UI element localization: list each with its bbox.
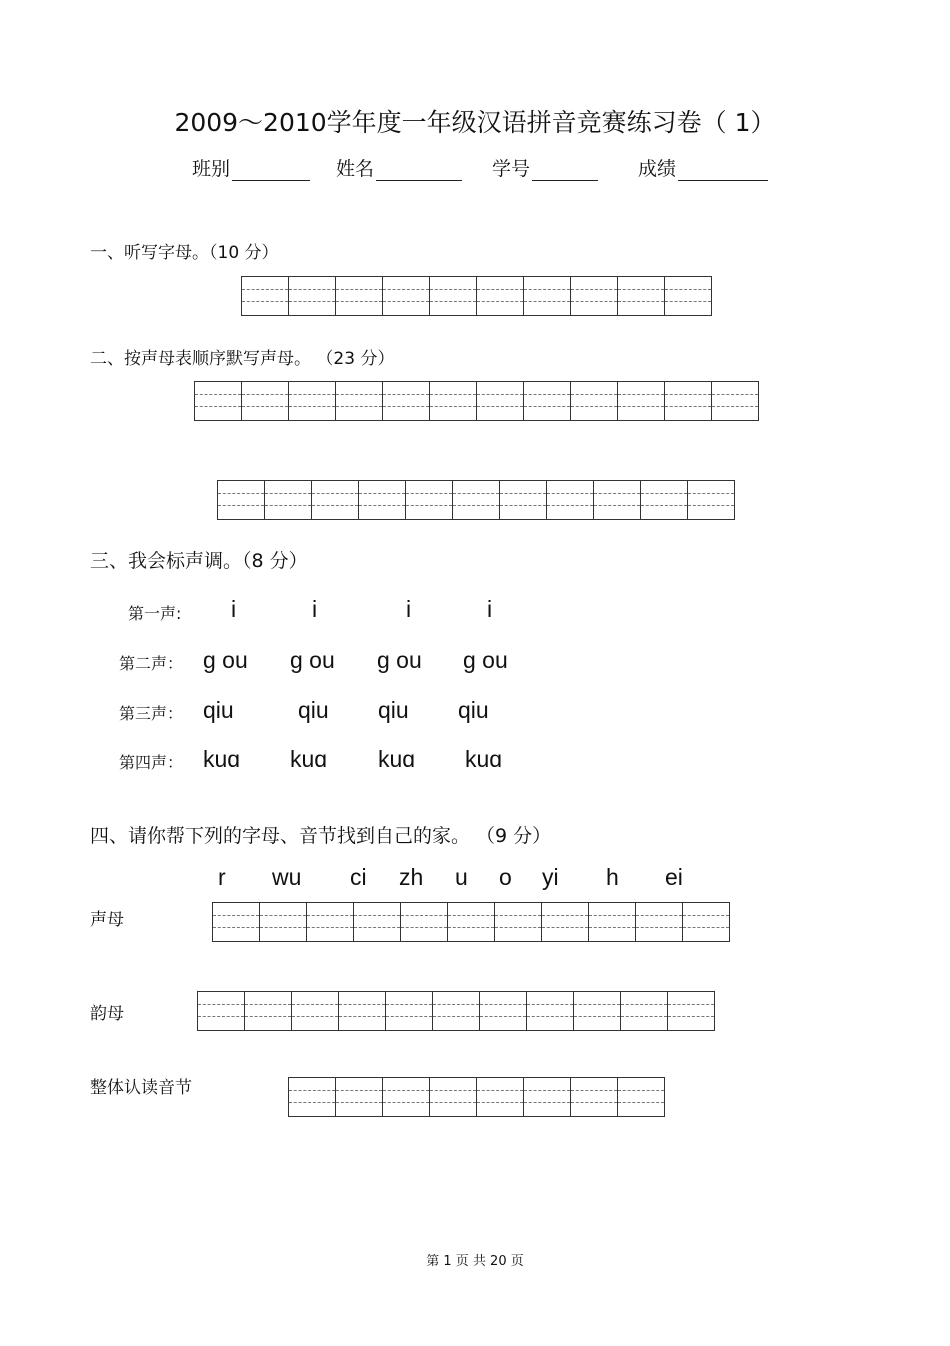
class-blank bbox=[232, 160, 310, 181]
grid-cell bbox=[307, 902, 354, 942]
grid-cell bbox=[401, 902, 448, 942]
name-blank bbox=[376, 160, 462, 181]
grid-cell bbox=[480, 991, 527, 1031]
grid-cell bbox=[289, 381, 336, 421]
grid-cell bbox=[665, 381, 712, 421]
syllable-item: h bbox=[606, 864, 619, 890]
grid-cell bbox=[289, 276, 336, 316]
score-blank bbox=[678, 160, 768, 181]
grid-cell bbox=[594, 480, 641, 520]
page-footer: 第 1 页 共 20 页 bbox=[426, 1254, 524, 1269]
grid-cell bbox=[636, 902, 683, 942]
grid-cell bbox=[336, 276, 383, 316]
grid-cell bbox=[430, 276, 477, 316]
yunmu-label: 韵母 bbox=[90, 1004, 124, 1024]
name-label: 姓名 bbox=[336, 158, 375, 180]
grid-cell bbox=[218, 480, 265, 520]
grid-cell bbox=[430, 1077, 477, 1117]
grid-cell bbox=[668, 991, 715, 1031]
grid-cell bbox=[477, 381, 524, 421]
tone-4-item: kuɑ bbox=[290, 746, 328, 772]
syllable-item: zh bbox=[399, 864, 424, 890]
grid-cell bbox=[665, 276, 712, 316]
grid-cell bbox=[213, 902, 260, 942]
grid-cell bbox=[289, 1077, 336, 1117]
syllable-item: u bbox=[455, 864, 468, 890]
tone-2-item: ɡ ou bbox=[290, 647, 335, 673]
grid-cell bbox=[242, 276, 289, 316]
section-1-heading: 一、听写字母。（10 分） bbox=[90, 243, 279, 263]
grid-cell bbox=[571, 1077, 618, 1117]
class-label: 班别 bbox=[192, 158, 231, 180]
section-3-heading: 三、我会标声调。（8 分） bbox=[90, 550, 308, 572]
grid-cell bbox=[618, 1077, 665, 1117]
grid-cell bbox=[260, 902, 307, 942]
grid-cell bbox=[571, 276, 618, 316]
grid-cell bbox=[574, 991, 621, 1031]
grid-cell bbox=[524, 381, 571, 421]
grid-cell bbox=[589, 902, 636, 942]
grid-cell bbox=[354, 902, 401, 942]
grid-cell bbox=[542, 902, 589, 942]
grid-cell bbox=[688, 480, 735, 520]
syllable-item: r bbox=[218, 864, 226, 890]
grid-cell bbox=[477, 276, 524, 316]
grid-cell bbox=[527, 991, 574, 1031]
writing-grid-shengmu bbox=[212, 902, 730, 942]
grid-cell bbox=[453, 480, 500, 520]
grid-cell bbox=[621, 991, 668, 1031]
score-field bbox=[638, 154, 768, 181]
grid-cell bbox=[339, 991, 386, 1031]
grid-cell bbox=[641, 480, 688, 520]
tone-1-label: 第一声: bbox=[128, 604, 182, 623]
grid-cell bbox=[712, 381, 759, 421]
shengmu-label: 声母 bbox=[90, 910, 124, 930]
grid-cell bbox=[359, 480, 406, 520]
grid-cell bbox=[245, 991, 292, 1031]
grid-cell bbox=[618, 381, 665, 421]
tone-3-item: qiu bbox=[203, 697, 234, 723]
syllable-item: ei bbox=[665, 864, 683, 890]
id-blank bbox=[532, 160, 598, 181]
writing-grid-2a bbox=[194, 381, 759, 421]
score-label: 成绩 bbox=[638, 158, 677, 180]
syllable-item: o bbox=[499, 864, 512, 890]
tone-2-item: ɡ ou bbox=[463, 647, 508, 673]
writing-grid-zhengti bbox=[288, 1077, 665, 1117]
id-label: 学号 bbox=[492, 158, 531, 180]
grid-cell bbox=[383, 1077, 430, 1117]
tone-1-item: i bbox=[312, 596, 318, 622]
syllable-item: yi bbox=[542, 864, 559, 890]
id-field bbox=[492, 154, 598, 181]
grid-cell bbox=[500, 480, 547, 520]
tone-2-item: ɡ ou bbox=[377, 647, 422, 673]
page-title: 2009～2010学年度一年级汉语拼音竞赛练习卷（ 1） bbox=[174, 108, 776, 137]
tone-3-item: qiu bbox=[378, 697, 409, 723]
grid-cell bbox=[386, 991, 433, 1031]
grid-cell bbox=[406, 480, 453, 520]
grid-cell bbox=[292, 991, 339, 1031]
syllable-item: ci bbox=[350, 864, 367, 890]
section-4-heading: 四、请你帮下列的字母、音节找到自己的家。 （9 分） bbox=[90, 825, 552, 847]
grid-cell bbox=[242, 381, 289, 421]
tone-1-item: i bbox=[487, 596, 493, 622]
class-field bbox=[192, 154, 310, 181]
grid-cell bbox=[495, 902, 542, 942]
grid-cell bbox=[430, 381, 477, 421]
tone-1-item: i bbox=[406, 596, 412, 622]
grid-cell bbox=[571, 381, 618, 421]
grid-cell bbox=[312, 480, 359, 520]
grid-cell bbox=[547, 480, 594, 520]
writing-grid-1 bbox=[241, 276, 712, 316]
tone-1-item: i bbox=[231, 596, 237, 622]
grid-cell bbox=[336, 381, 383, 421]
name-field bbox=[336, 154, 462, 181]
grid-cell bbox=[383, 381, 430, 421]
grid-cell bbox=[195, 381, 242, 421]
grid-cell bbox=[524, 276, 571, 316]
tone-4-item: kuɑ bbox=[378, 746, 416, 772]
tone-3-label: 第三声： bbox=[119, 704, 184, 723]
grid-cell bbox=[198, 991, 245, 1031]
section-2-heading: 二、按声母表顺序默写声母。 （23 分） bbox=[90, 349, 395, 369]
tone-2-item: ɡ ou bbox=[203, 647, 248, 673]
grid-cell bbox=[618, 276, 665, 316]
syllable-item: wu bbox=[272, 864, 302, 890]
tone-4-label: 第四声： bbox=[119, 753, 184, 772]
grid-cell bbox=[683, 902, 730, 942]
zhengti-label: 整体认读音节 bbox=[90, 1078, 192, 1098]
tone-4-item: kuɑ bbox=[465, 746, 503, 772]
grid-cell bbox=[336, 1077, 383, 1117]
grid-cell bbox=[265, 480, 312, 520]
tone-2-label: 第二声： bbox=[119, 654, 184, 673]
tone-3-item: qiu bbox=[458, 697, 489, 723]
grid-cell bbox=[433, 991, 480, 1031]
grid-cell bbox=[448, 902, 495, 942]
grid-cell bbox=[383, 276, 430, 316]
tone-3-item: qiu bbox=[298, 697, 329, 723]
grid-cell bbox=[524, 1077, 571, 1117]
grid-cell bbox=[477, 1077, 524, 1117]
writing-grid-2b bbox=[217, 480, 735, 520]
tone-4-item: kuɑ bbox=[203, 746, 241, 772]
writing-grid-yunmu bbox=[197, 991, 715, 1031]
